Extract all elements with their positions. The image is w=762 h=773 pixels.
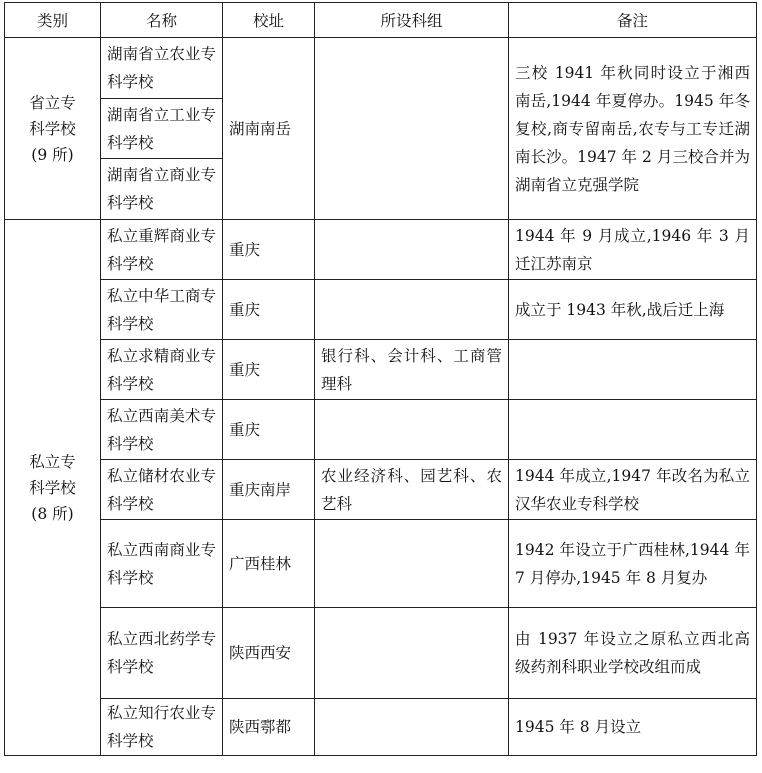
school-departments: 农业经济科、园艺科、农艺科 xyxy=(315,460,509,520)
school-departments xyxy=(315,608,509,699)
header-category: 类别 xyxy=(5,3,101,38)
table-row xyxy=(5,220,757,280)
header-departments: 所设科组 xyxy=(315,3,509,38)
category-line: (8 所) xyxy=(31,504,74,523)
category-private xyxy=(5,220,101,756)
school-name: 私立求精商业专科学校 xyxy=(101,340,223,400)
school-name: 私立储材农业专科学校 xyxy=(101,460,223,520)
school-departments xyxy=(315,520,509,608)
school-name: 湖南省立商业专科学校 xyxy=(101,159,223,220)
category-line: 省立专 xyxy=(29,93,76,112)
school-name: 私立西南商业专科学校 xyxy=(101,520,223,608)
school-note: 三校 1941 年秋同时设立于湘西南岳,1944 年夏停办。1945 年冬复校,商专留南岳,农专与工专迁湖南长沙。1947 年 2 月三校合并为湖南省立克强学院 xyxy=(509,38,757,220)
school-departments xyxy=(315,280,509,340)
category-line: (9 所) xyxy=(31,145,74,164)
school-note xyxy=(509,400,757,460)
school-location: 陕西西安 xyxy=(223,608,315,699)
header-name: 名称 xyxy=(101,3,223,38)
school-note: 由 1937 年设立之原私立西北高级药剂科职业学校改组而成 xyxy=(509,608,757,699)
table-row xyxy=(5,340,757,400)
school-departments: 银行科、会计科、工商管理科 xyxy=(315,340,509,400)
school-departments xyxy=(315,699,509,756)
school-location: 湖南南岳 xyxy=(223,38,315,220)
header-location: 校址 xyxy=(223,3,315,38)
school-name: 私立西北药学专科学校 xyxy=(101,608,223,699)
school-location: 陕西鄠都 xyxy=(223,699,315,756)
table-row xyxy=(5,460,757,520)
header-row xyxy=(5,3,757,38)
school-note: 成立于 1943 年秋,战后迁上海 xyxy=(509,280,757,340)
category-line: 科学校 xyxy=(29,478,76,497)
school-location: 重庆 xyxy=(223,340,315,400)
table-row xyxy=(5,400,757,460)
school-location: 重庆南岸 xyxy=(223,460,315,520)
schools-table xyxy=(4,2,757,756)
school-name: 湖南省立工业专科学校 xyxy=(101,99,223,159)
school-departments xyxy=(315,38,509,220)
school-name: 私立西南美术专科学校 xyxy=(101,400,223,460)
school-note: 1944 年 9 月成立,1946 年 3 月迁江苏南京 xyxy=(509,220,757,280)
school-location: 广西桂林 xyxy=(223,520,315,608)
category-line: 科学校 xyxy=(29,119,76,138)
table-row xyxy=(5,38,757,99)
header-note: 备注 xyxy=(509,3,757,38)
school-location: 重庆 xyxy=(223,220,315,280)
table-row xyxy=(5,520,757,608)
school-note: 1945 年 8 月设立 xyxy=(509,699,757,756)
table-row xyxy=(5,280,757,340)
school-note xyxy=(509,340,757,400)
school-location: 重庆 xyxy=(223,400,315,460)
school-name: 私立中华工商专科学校 xyxy=(101,280,223,340)
school-note: 1944 年成立,1947 年改名为私立汉华农业专科学校 xyxy=(509,460,757,520)
table-row xyxy=(5,608,757,699)
category-line: 私立专 xyxy=(29,452,76,471)
school-name: 私立重辉商业专科学校 xyxy=(101,220,223,280)
school-location: 重庆 xyxy=(223,280,315,340)
school-departments xyxy=(315,220,509,280)
school-departments xyxy=(315,400,509,460)
category-provincial xyxy=(5,38,101,220)
school-note: 1942 年设立于广西桂林,1944 年 7 月停办,1945 年 8 月复办 xyxy=(509,520,757,608)
school-name: 私立知行农业专科学校 xyxy=(101,699,223,756)
table-row xyxy=(5,699,757,756)
school-name: 湖南省立农业专科学校 xyxy=(101,38,223,99)
